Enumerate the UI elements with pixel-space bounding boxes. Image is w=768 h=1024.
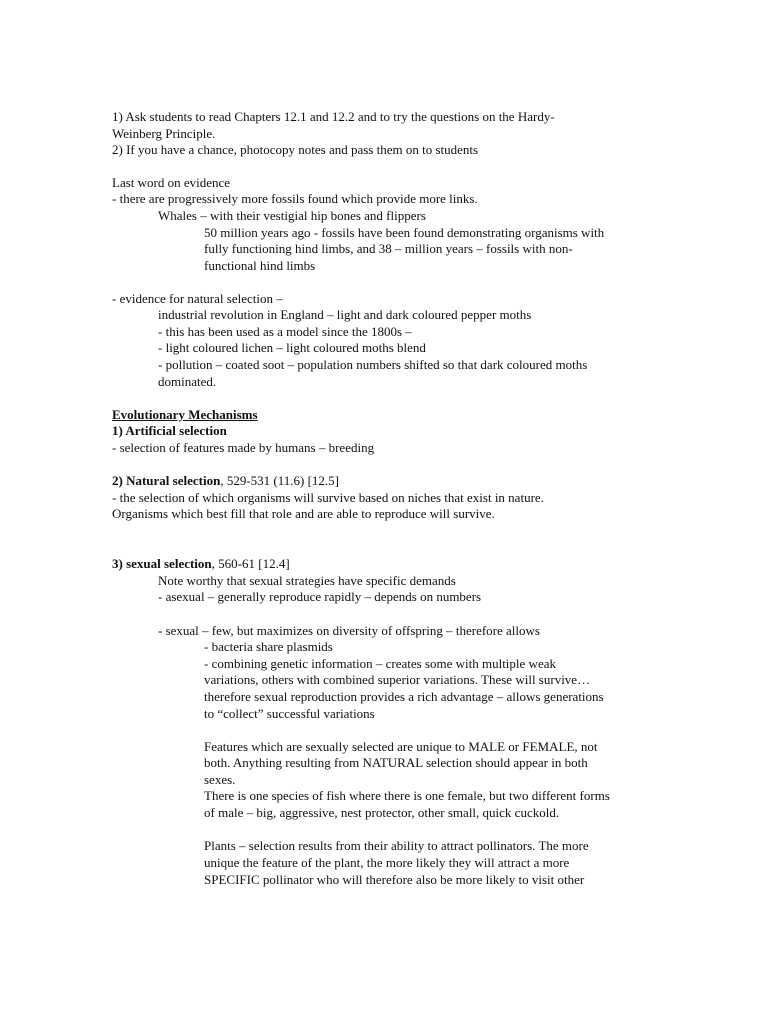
- text-line: [204, 855, 569, 872]
- text-line: [204, 755, 588, 772]
- body-text: - light coloured lichen – light coloured moths blend: [158, 340, 426, 355]
- text-line: [112, 506, 495, 523]
- text-line: [158, 324, 412, 341]
- body-text: - combining genetic information – creates some with multiple weak: [204, 656, 556, 671]
- body-text: therefore sexual reproduction provides a rich advantage – allows generations: [204, 689, 604, 704]
- text-line: [204, 241, 573, 258]
- body-text: Note worthy that sexual strategies have specific demands: [158, 573, 456, 588]
- text-line: [112, 407, 258, 424]
- body-text: to “collect” successful variations: [204, 706, 375, 721]
- text-line: [204, 689, 604, 706]
- text-line: [112, 423, 227, 440]
- text-line: [204, 225, 604, 242]
- text-line: [204, 788, 610, 805]
- text-line: [158, 374, 216, 391]
- text-line: [112, 126, 215, 143]
- text-line: [204, 258, 315, 275]
- text-line: [158, 623, 540, 640]
- text-line: [112, 440, 374, 457]
- text-line: [158, 340, 426, 357]
- body-text: SPECIFIC pollinator who will therefore also be more likely to visit other: [204, 872, 585, 887]
- body-text: unique the feature of the plant, the more likely they will attract a more: [204, 855, 570, 870]
- text-line: [112, 490, 544, 507]
- text-line: [112, 175, 230, 192]
- body-text: Organisms which best fill that role and are able to reproduce will survive.: [112, 506, 495, 521]
- text-line: [112, 473, 339, 490]
- body-text: - the selection of which organisms will survive based on niches that exist in nature.: [112, 490, 544, 505]
- body-text: of male – big, aggressive, nest protector, other small, quick cuckold.: [204, 805, 560, 820]
- text-line: [158, 208, 426, 225]
- heading-text: 3) sexual selection: [112, 556, 212, 571]
- heading-text: Evolutionary Mechanisms: [112, 407, 258, 422]
- text-line: [204, 838, 589, 855]
- text-line: [204, 639, 333, 656]
- body-text: Last word on evidence: [112, 175, 231, 190]
- text-line: [204, 739, 598, 756]
- body-text: both. Anything resulting from NATURAL selection should appear in both: [204, 755, 588, 770]
- text-line: [158, 307, 531, 324]
- text-line: [204, 772, 235, 789]
- body-text: - selection of features made by humans – breeding: [112, 440, 375, 455]
- body-text: sexes.: [204, 772, 236, 787]
- body-text: functional hind limbs: [204, 258, 316, 273]
- heading-text: 2) Natural selection: [112, 473, 221, 488]
- body-text: , 560-61 [12.4]: [211, 556, 290, 571]
- body-text: - this has been used as a model since the 1800s –: [158, 324, 412, 339]
- body-text: Features which are sexually selected are unique to MALE or FEMALE, not: [204, 739, 598, 754]
- body-text: Whales – with their vestigial hip bones and flippers: [158, 208, 426, 223]
- text-line: [204, 672, 590, 689]
- body-text: 1) Ask students to read Chapters 12.1 and 12.2 and to try the questions on the Hardy-: [112, 109, 555, 124]
- text-line: [158, 357, 587, 374]
- body-text: , 529-531 (11.6) [12.5]: [220, 473, 339, 488]
- text-line: [204, 805, 559, 822]
- text-line: [112, 109, 555, 126]
- body-text: - pollution – coated soot – population numbers shifted so that dark coloured moths: [158, 357, 588, 372]
- body-text: - evidence for natural selection –: [112, 291, 283, 306]
- body-text: Weinberg Principle.: [112, 126, 216, 141]
- body-text: variations, others with combined superior variations. These will survive…: [204, 672, 591, 687]
- body-text: industrial revolution in England – light and dark coloured pepper moths: [158, 307, 532, 322]
- text-line: [112, 556, 290, 573]
- text-line: [112, 191, 478, 208]
- body-text: 2) If you have a chance, photocopy notes and pass them on to students: [112, 142, 479, 157]
- body-text: - sexual – few, but maximizes on diversity of offspring – therefore allows: [158, 623, 540, 638]
- body-text: fully functioning hind limbs, and 38 – million years – fossils with non-: [204, 241, 573, 256]
- body-text: - bacteria share plasmids: [204, 639, 333, 654]
- text-line: [204, 872, 584, 889]
- text-line: [112, 291, 283, 308]
- text-line: [204, 656, 556, 673]
- text-line: [158, 573, 456, 590]
- heading-text: 1) Artificial selection: [112, 423, 227, 438]
- body-text: - asexual – generally reproduce rapidly – depends on numbers: [158, 589, 482, 604]
- text-line: [112, 142, 478, 159]
- body-text: 50 million years ago - fossils have been found demonstrating organisms with: [204, 225, 605, 240]
- body-text: Plants – selection results from their ability to attract pollinators. The more: [204, 838, 589, 853]
- text-line: [158, 589, 481, 606]
- body-text: There is one species of fish where there is one female, but two different forms: [204, 788, 610, 803]
- body-text: - there are progressively more fossils found which provide more links.: [112, 191, 478, 206]
- body-text: dominated.: [158, 374, 217, 389]
- text-line: [204, 706, 375, 723]
